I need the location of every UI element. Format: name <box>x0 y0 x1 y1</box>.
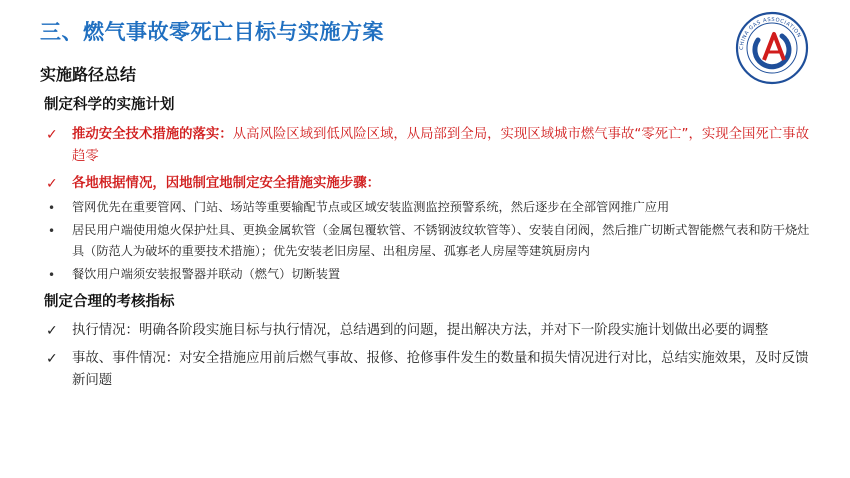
check-icon: ✓ <box>46 176 58 192</box>
item-text: 执行情况：明确各阶段实施目标与执行情况，总结遇到的问题，提出解决方法，并对下一阶段实施计划做出必要的调整 <box>72 323 769 338</box>
bullet-icon: • <box>48 201 56 215</box>
bullet-item <box>44 220 814 262</box>
check-item <box>44 173 814 195</box>
bullet-text: 管网优先在重要管网、门站、场站等重要输配节点或区域安装监测监控预警系统，然后逐步在全部管网推广应用 <box>72 200 670 214</box>
check-icon: ✓ <box>46 323 58 339</box>
section-metrics <box>44 291 814 392</box>
check-icon: ✓ <box>46 351 58 367</box>
section-heading: 制定科学的实施计划 <box>44 97 175 113</box>
bullet-icon: • <box>48 268 56 282</box>
item-lead: 推动安全技术措施的落实： <box>72 127 233 142</box>
page-title: 三、燃气事故零死亡目标与实施方案 <box>40 20 384 44</box>
check-item <box>44 348 814 392</box>
bullet-item <box>44 264 814 285</box>
check-icon: ✓ <box>46 127 58 143</box>
section-heading: 制定合理的考核指标 <box>44 294 175 310</box>
bullet-icon: • <box>48 224 56 238</box>
section-plan <box>44 94 814 285</box>
item-lead: 各地根据情况，因地制宜地制定安全措施实施步骤： <box>72 176 380 191</box>
item-text: 事故、事件情况：对安全措施应用前后燃气事故、报修、抢修事件发生的数量和损失情况进行对比，总结实施效果，及时反馈新问题 <box>72 351 809 388</box>
section-subtitle: 实施路径总结 <box>40 65 137 84</box>
check-item <box>44 124 814 168</box>
gas-association-logo-icon <box>734 10 810 86</box>
bullet-text: 居民用户端使用熄火保护灶具、更换金属软管（金属包覆软管、不锈钢波纹软管等）、安装自闭阀，然后推广切断式智能燃气表和防干烧灶具（防范人为破坏的重要技术措施）；优先安装老旧房屋、出租房屋、孤寡老人房屋等建筑厨房内 <box>72 223 810 258</box>
item-body: 从高风险区域到低风险区域，从局部到全局，实现区域城市燃气事故“零死亡”，实现全国死亡事故趋零 <box>72 127 809 164</box>
logo-ring-text: CHINA GAS ASSOCIATION <box>738 16 802 51</box>
bullet-item <box>44 197 814 218</box>
bullet-text: 餐饮用户端须安装报警器并联动（燃气）切断装置 <box>72 267 341 281</box>
check-item <box>44 320 814 342</box>
